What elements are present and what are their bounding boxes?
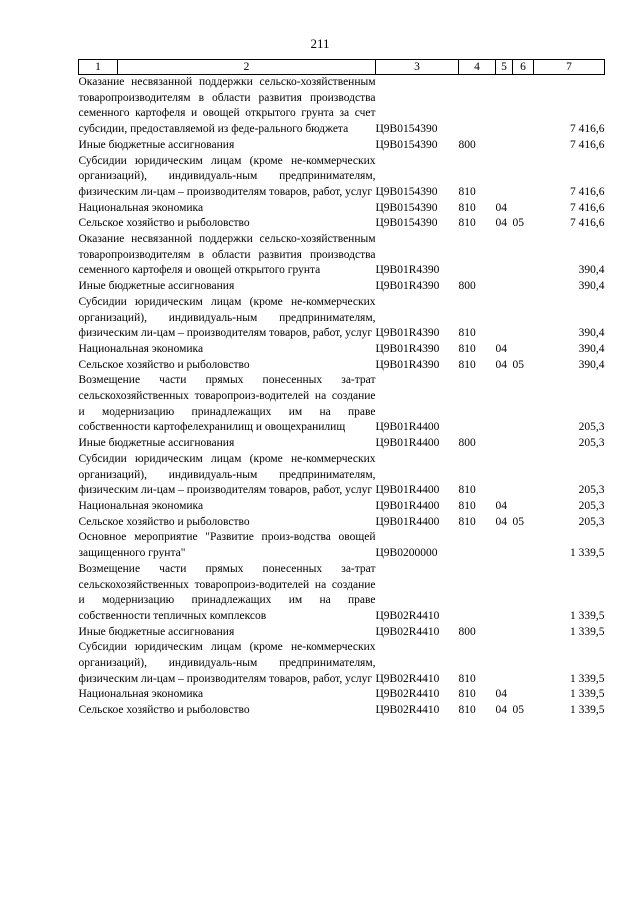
row-code: Ц9В0154390 — [375, 217, 438, 230]
row-subsection: 05 — [512, 704, 524, 717]
row-section: 04 — [495, 217, 507, 230]
row-code: Ц9В01R4400 — [375, 499, 440, 512]
row-subsection — [513, 562, 534, 625]
table-row — [79, 703, 605, 719]
table-header-row — [79, 60, 605, 75]
row-amount: 205,3 — [578, 515, 605, 528]
table-row — [79, 373, 605, 436]
column-header: 1 — [79, 60, 118, 75]
row-section — [496, 436, 513, 452]
row-section: 04 — [495, 688, 507, 701]
row-expense-type: 810 — [458, 185, 476, 198]
row-section: 04 — [495, 515, 507, 528]
row-expense-type: 800 — [458, 437, 476, 450]
column-header: 3 — [376, 60, 459, 75]
table-row — [79, 530, 605, 561]
row-subsection — [513, 436, 534, 452]
row-amount: 390,4 — [578, 327, 605, 340]
row-subsection — [513, 279, 534, 295]
row-expense-type: 810 — [458, 201, 476, 214]
row-name: Сельское хозяйство и рыболовство — [78, 217, 250, 230]
row-section: 04 — [495, 704, 507, 717]
row-amount: 7 416,6 — [570, 185, 605, 198]
column-header: 4 — [459, 60, 496, 75]
row-subsection — [513, 373, 534, 436]
table-row — [79, 640, 605, 687]
table-row — [79, 201, 605, 217]
row-amount: 7 416,6 — [570, 201, 605, 214]
table-row — [79, 216, 605, 232]
table-row — [79, 358, 605, 374]
table-row — [79, 625, 605, 641]
row-section — [496, 452, 513, 499]
row-subsection: 05 — [512, 515, 524, 528]
row-name: Возмещение части прямых понесенных за-трат сельскохозяйственных товаропроиз-водителей на создание и модернизацию принадлежащих им на праве собственности картофелехранилищ и овощехранилищ — [78, 374, 376, 434]
row-subsection — [513, 625, 534, 641]
column-header: 5 — [496, 60, 513, 75]
row-expense-type — [459, 530, 496, 561]
row-code: Ц9В02R4410 — [375, 625, 440, 638]
row-code: Ц9В01R4400 — [375, 437, 440, 450]
row-name: Субсидии юридическим лицам (кроме не-коммерческих организаций), индивидуаль-ным предпринимателям, физическим ли-цам – производителям товаров, работ, услуг — [78, 641, 376, 685]
row-subsection — [513, 154, 534, 201]
table-body — [79, 75, 605, 719]
row-name: Оказание несвязанной поддержки сельско-хозяйственным товаропроизводителям в области развития производства семенного картофеля и овощей открытого грунта — [78, 233, 376, 277]
row-expense-type: 810 — [458, 499, 476, 512]
row-amount: 7 416,6 — [570, 217, 605, 230]
row-code: Ц9В01R4390 — [375, 327, 440, 340]
row-amount: 205,3 — [578, 499, 605, 512]
row-name: Основное мероприятие "Развитие произ-водства овощей защищенного грунта" — [78, 531, 376, 560]
row-subsection: 05 — [512, 358, 524, 371]
column-header: 6 — [513, 60, 534, 75]
row-name: Национальная экономика — [78, 201, 204, 214]
row-subsection — [513, 138, 534, 154]
table-row — [79, 232, 605, 279]
row-name: Сельское хозяйство и рыболовство — [78, 515, 250, 528]
row-expense-type — [459, 75, 496, 138]
row-expense-type — [459, 562, 496, 625]
row-section: 04 — [495, 499, 507, 512]
row-subsection — [513, 452, 534, 499]
row-amount: 7 416,6 — [570, 138, 605, 151]
row-section — [496, 279, 513, 295]
row-amount: 390,4 — [578, 264, 605, 277]
row-name: Сельское хозяйство и рыболовство — [78, 704, 250, 717]
table-row — [79, 515, 605, 531]
row-expense-type — [459, 373, 496, 436]
row-amount: 1 339,5 — [570, 609, 605, 622]
row-amount: 1 339,5 — [570, 688, 605, 701]
row-section — [496, 232, 513, 279]
row-section: 04 — [495, 201, 507, 214]
table-row — [79, 279, 605, 295]
page-number: 211 — [310, 36, 330, 51]
row-section — [496, 640, 513, 687]
row-amount: 205,3 — [578, 437, 605, 450]
row-name: Оказание несвязанной поддержки сельско-хозяйственным товаропроизводителям в области развития производства семенного картофеля и овощей открытого грунта за счет субсидии, предоставляемой из феде-рального бюджета — [78, 76, 376, 136]
row-subsection — [513, 75, 534, 138]
table-row — [79, 342, 605, 358]
row-amount: 390,4 — [578, 342, 605, 355]
row-code: Ц9В0200000 — [375, 547, 438, 560]
row-name: Иные бюджетные ассигнования — [78, 138, 235, 151]
row-expense-type: 810 — [458, 327, 476, 340]
row-name: Национальная экономика — [78, 499, 204, 512]
row-name: Иные бюджетные ассигнования — [78, 625, 235, 638]
row-expense-type — [459, 232, 496, 279]
table-row — [79, 687, 605, 703]
table-row — [79, 499, 605, 515]
row-name: Национальная экономика — [78, 688, 204, 701]
row-subsection — [513, 232, 534, 279]
row-amount: 1 339,5 — [570, 672, 605, 685]
row-expense-type: 800 — [458, 138, 476, 151]
row-name: Иные бюджетные ассигнования — [78, 437, 235, 450]
row-code: Ц9В02R4410 — [375, 609, 440, 622]
row-code: Ц9В01R4400 — [375, 421, 440, 434]
row-amount: 390,4 — [578, 358, 605, 371]
row-section — [496, 138, 513, 154]
row-amount: 1 339,5 — [570, 547, 605, 560]
row-subsection — [513, 499, 534, 515]
row-subsection: 05 — [512, 217, 524, 230]
row-amount: 390,4 — [578, 280, 605, 293]
row-expense-type: 810 — [458, 484, 476, 497]
row-subsection — [513, 201, 534, 217]
row-subsection — [513, 640, 534, 687]
row-subsection — [513, 342, 534, 358]
table-row — [79, 154, 605, 201]
row-code: Ц9В01R4390 — [375, 280, 440, 293]
row-code: Ц9В0154390 — [375, 185, 438, 198]
row-section — [496, 75, 513, 138]
table-row — [79, 75, 605, 138]
row-code: Ц9В02R4410 — [375, 672, 440, 685]
row-expense-type: 800 — [458, 280, 476, 293]
row-name: Субсидии юридическим лицам (кроме не-коммерческих организаций), индивидуаль-ным предпринимателям, физическим ли-цам – производителям товаров, работ, услуг — [78, 295, 376, 340]
budget-table — [78, 59, 605, 719]
row-code: Ц9В0154390 — [375, 201, 438, 214]
row-name: Национальная экономика — [78, 342, 204, 355]
row-code: Ц9В01R4400 — [375, 515, 440, 528]
row-subsection — [513, 295, 534, 342]
row-subsection — [513, 687, 534, 703]
row-name: Сельское хозяйство и рыболовство — [78, 358, 250, 371]
row-name: Субсидии юридическим лицам (кроме не-коммерческих организаций), индивидуаль-ным предпринимателям, физическим ли-цам – производителям товаров, работ, услуг — [78, 154, 376, 198]
row-code: Ц9В0154390 — [375, 138, 438, 151]
row-expense-type: 810 — [458, 515, 476, 528]
row-section: 04 — [495, 342, 507, 355]
row-name: Субсидии юридическим лицам (кроме не-коммерческих организаций), индивидуаль-ным предпринимателям, физическим ли-цам – производителям товаров, работ, услуг — [78, 452, 376, 497]
row-section: 04 — [495, 358, 507, 371]
row-expense-type: 810 — [458, 704, 476, 717]
row-section — [496, 562, 513, 625]
row-amount: 1 339,5 — [570, 704, 605, 717]
row-expense-type: 810 — [458, 688, 476, 701]
row-expense-type: 810 — [458, 342, 476, 355]
row-amount: 1 339,5 — [570, 625, 605, 638]
row-code: Ц9В01R4390 — [375, 264, 440, 277]
row-amount: 205,3 — [578, 484, 605, 497]
row-code: Ц9В01R4390 — [375, 358, 440, 371]
row-expense-type: 800 — [458, 625, 476, 638]
row-code: Ц9В02R4410 — [375, 704, 440, 717]
row-code: Ц9В01R4400 — [375, 484, 440, 497]
row-subsection — [513, 530, 534, 561]
table-row — [79, 138, 605, 154]
row-name: Возмещение части прямых понесенных за-трат сельскохозяйственных товаропроиз-водителей на создание и модернизацию принадлежащих им на праве собственности тепличных комплексов — [78, 562, 376, 622]
row-expense-type: 810 — [458, 672, 476, 685]
row-section — [496, 530, 513, 561]
table-row — [79, 452, 605, 499]
table-row — [79, 436, 605, 452]
row-code: Ц9В01R4390 — [375, 342, 440, 355]
column-header: 2 — [118, 60, 376, 75]
row-section — [496, 295, 513, 342]
row-amount: 205,3 — [578, 421, 605, 434]
row-section — [496, 154, 513, 201]
row-code: Ц9В02R4410 — [375, 688, 440, 701]
row-expense-type: 810 — [458, 358, 476, 371]
table-row — [79, 562, 605, 625]
column-header: 7 — [534, 60, 605, 75]
row-section — [496, 373, 513, 436]
table-row — [79, 295, 605, 342]
row-amount: 7 416,6 — [570, 123, 605, 136]
row-name: Иные бюджетные ассигнования — [78, 280, 235, 293]
row-code: Ц9В0154390 — [375, 123, 438, 136]
row-expense-type: 810 — [458, 217, 476, 230]
row-section — [496, 625, 513, 641]
